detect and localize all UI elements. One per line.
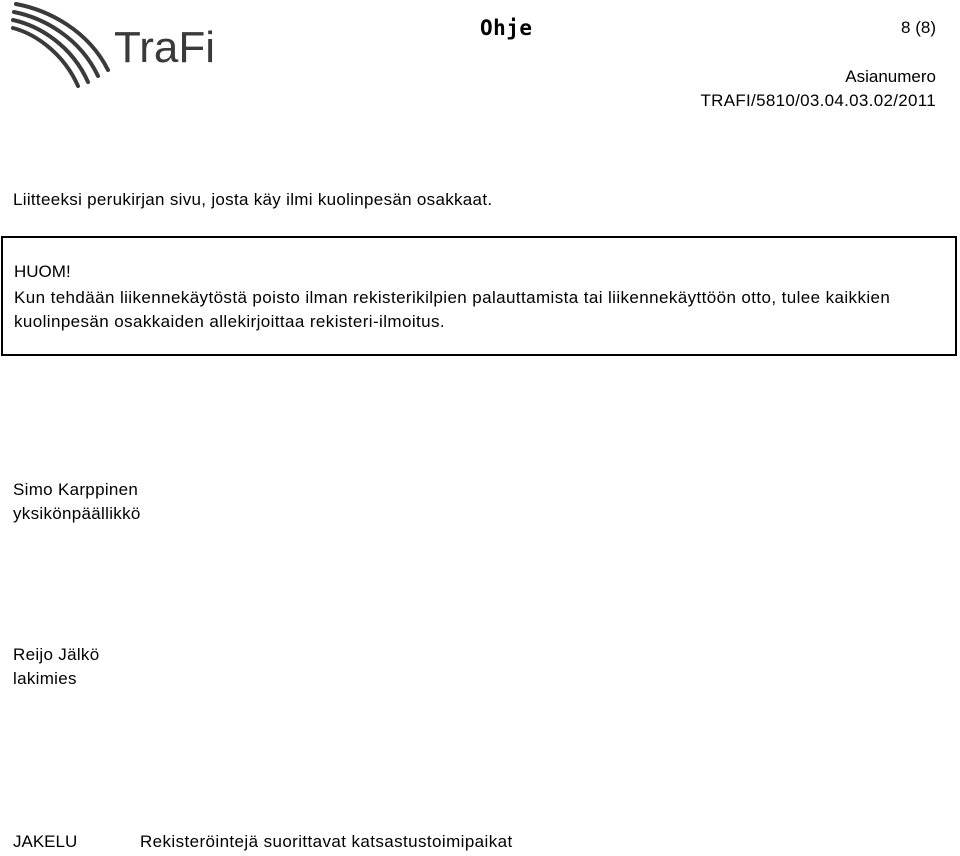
logo-wordmark: TraFi [114,23,216,72]
notice-box [1,236,957,356]
signature-title: lakimies [13,669,77,688]
case-number-label: Asianumero [845,67,936,86]
signature-title: yksikönpäällikkö [13,504,141,523]
document-type: Ohje [480,16,533,40]
notice-title: HUOM! [14,262,71,281]
attachment-note: Liitteeksi perukirjan sivu, josta käy ilmi kuolinpesän osakkaat. [13,190,493,209]
notice-text: Kun tehdään liikennekäytöstä poisto ilman rekisterikilpien palauttamista tai liikennekäyttöön otto, tulee kaikkien kuolinpesän osakkaiden allekirjoittaa rekisteri-ilmoitus. [14,288,891,331]
case-number: TRAFI/5810/03.04.03.02/2011 [700,91,936,110]
signature-name: Reijo Jälkö [13,645,100,664]
page-number: 8 (8) [901,18,936,37]
trafi-logo-swoosh-icon [8,0,233,88]
distribution-label: JAKELU [13,832,78,851]
trafi-logo [8,0,233,88]
distribution-value: Rekisteröintejä suorittavat katsastustoimipaikat [140,832,513,851]
signature-name: Simo Karppinen [13,480,139,499]
